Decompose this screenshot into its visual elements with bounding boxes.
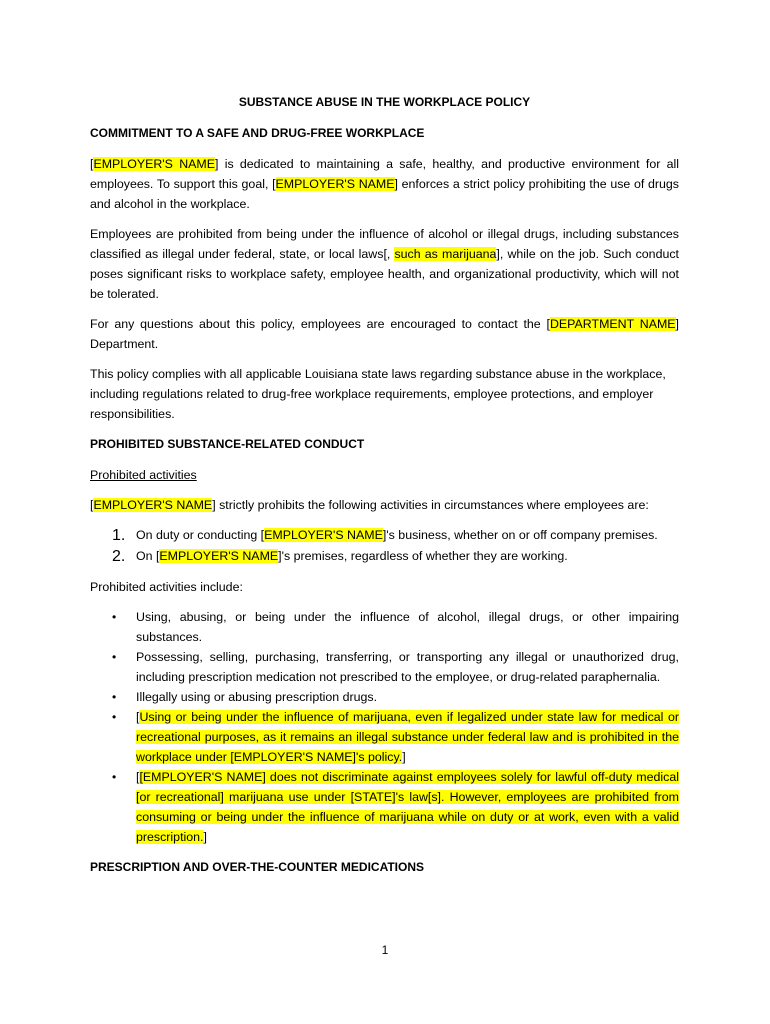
optional-clause-marijuana: Using or being under the influence of marijuana, even if legalized under state law for medical or recreational purposes, as it remains an illegal substance under federal law and is prohibited in the workplace under [EMPLOYER'S NAME]'s policy. [136,710,679,764]
optional-clause-off-duty: [EMPLOYER'S NAME] does not discriminate against employees solely for lawful off-duty medical [or recreational] marijuana use under [STATE]'s law[s]. However, employees are prohibited from consuming or being under the influence of marijuana while on duty or at work, even with a valid prescription. [136,770,679,844]
bullet-item: • [[EMPLOYER'S NAME] does not discriminate against employees solely for lawful off-duty medical [or recreational] marijuana use under [STATE]'s law[s]. However, employees are prohibited from consuming or being under the influence of marijuana while on duty or at work, even with a valid prescription.] [90,767,679,847]
paragraph-activities-include: Prohibited activities include: [90,580,243,594]
bullet-item: • Using, abusing, or being under the influence of alcohol, illegal drugs, or other impairing substances. [90,607,679,647]
bullet-icon: • [112,710,117,724]
list-number: 1. [112,527,126,544]
placeholder-employer-name: EMPLOYER'S NAME [275,177,395,191]
placeholder-employer-name: EMPLOYER'S NAME [93,498,213,512]
heading-commitment: COMMITMENT TO A SAFE AND DRUG-FREE WORKPLACE [90,126,425,140]
bullet-icon: • [112,650,117,664]
placeholder-marijuana: such as marijuana [394,247,497,261]
subheading-prohibited-activities: Prohibited activities [90,468,197,482]
paragraph-contact: For any questions about this policy, employees are encouraged to contact the [DEPARTMENT NAME] Department. [90,317,679,351]
heading-prescription: PRESCRIPTION AND OVER-THE-COUNTER MEDICATIONS [90,860,425,874]
placeholder-employer-name: EMPLOYER'S NAME [264,528,383,542]
bullet-icon: • [112,610,117,624]
numbered-item: 2. On [EMPLOYER'S NAME]'s premises, regardless of whether they are working. [112,548,568,565]
bullet-item: • Illegally using or abusing prescription drugs. [90,687,679,707]
paragraph-compliance: This policy complies with all applicable Louisiana state laws regarding substance abuse in the workplace, including regulations related to drug-free workplace requirements, employee protections, and employer responsibilities. [90,367,666,421]
document-body [90,92,679,888]
page-number: 1 [381,943,389,957]
placeholder-employer-name: EMPLOYER'S NAME [159,549,279,563]
bullet-icon: • [112,770,117,784]
heading-prohibited-conduct: PROHIBITED SUBSTANCE-RELATED CONDUCT [90,437,365,451]
bullet-list [90,607,679,847]
paragraph-commitment-2: Employees are prohibited from being under the influence of alcohol or illegal drugs, including substances classified as illegal under federal, state, or local laws[, such as marijuana], while on the job. Such conduct poses significant risks to workplace safety, employee health, and organizational productivity, which will not be tolerated. [90,227,679,301]
bullet-icon: • [112,690,117,704]
bullet-item: • Possessing, selling, purchasing, transferring, or transporting any illegal or unauthorized drug, including prescription medication not prescribed to the employee, or drug-related paraphernalia. [90,647,679,687]
placeholder-employer-name: EMPLOYER'S NAME [93,157,215,171]
placeholder-department-name: DEPARTMENT NAME [549,317,676,331]
numbered-item: 1. On duty or conducting [EMPLOYER'S NAME]'s business, whether on or off company premises. [112,527,658,544]
paragraph-commitment-1: [EMPLOYER'S NAME] is dedicated to maintaining a safe, healthy, and productive environment for all employees. To support this goal, [EMPLOYER'S NAME] enforces a strict policy prohibiting the use of drugs and alcohol in the workplace. [90,157,679,211]
paragraph-prohibits-intro: [EMPLOYER'S NAME] strictly prohibits the following activities in circumstances where employees are: [90,498,649,512]
numbered-list [90,525,679,567]
bullet-item: • [Using or being under the influence of marijuana, even if legalized under state law for medical or recreational purposes, as it remains an illegal substance under federal law and is prohibited in the workplace under [EMPLOYER'S NAME]'s policy.] [90,707,679,767]
list-number: 2. [112,548,126,565]
document-title: SUBSTANCE ABUSE IN THE WORKPLACE POLICY [238,95,531,109]
